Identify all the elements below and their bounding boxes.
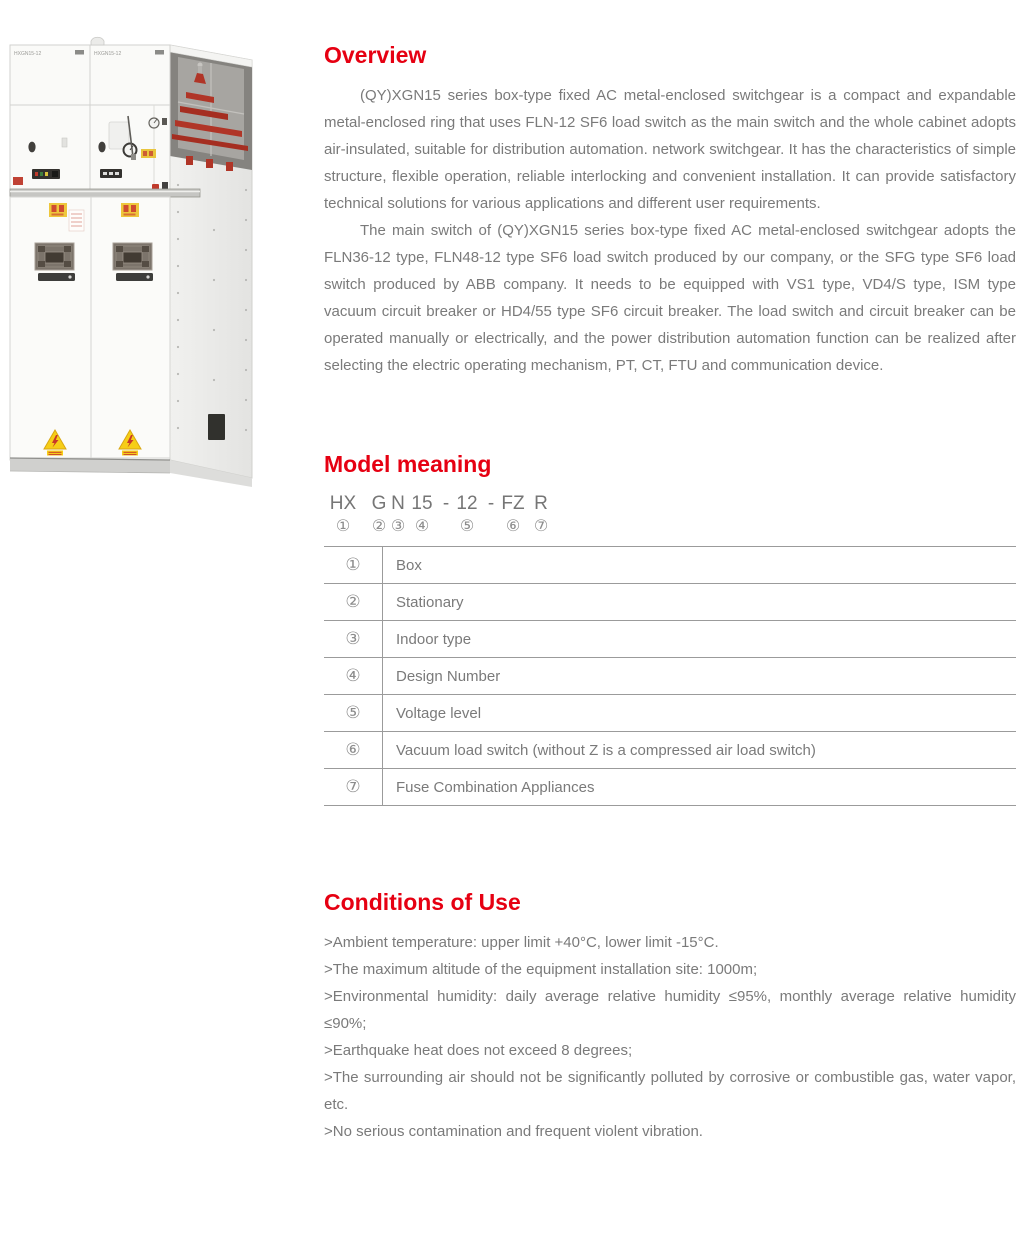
- model-code-segment: [501, 493, 524, 537]
- instruction-sticker: [69, 210, 84, 231]
- front-rail: [10, 189, 200, 197]
- side-vent: [208, 414, 225, 440]
- table-cell-number: ④: [324, 658, 383, 695]
- vent-grille-right: [113, 243, 152, 270]
- table-cell-number: ①: [324, 547, 383, 584]
- table-cell-number: ⑤: [324, 695, 383, 732]
- model-code: [324, 493, 1016, 539]
- table-row: [324, 695, 1016, 732]
- panel-label-right: HXGN15-12: [94, 51, 122, 57]
- content-column: [324, 0, 1016, 1145]
- model-code-text: FZ: [501, 493, 525, 514]
- model-code-text: R: [534, 493, 548, 514]
- warning-label-right: [121, 203, 139, 217]
- model-code-segment: [411, 493, 432, 537]
- door-handle-right: [116, 273, 153, 281]
- table-cell-description: Fuse Combination Appliances: [383, 769, 1017, 806]
- model-code-segment: [330, 493, 356, 537]
- table-cell-number: ⑦: [324, 769, 383, 806]
- vent-grille-left: [35, 243, 74, 270]
- model-meaning-table: [324, 546, 1016, 806]
- table-row: [324, 621, 1016, 658]
- model-code-segment: [534, 493, 548, 537]
- model-code-text: G: [371, 493, 387, 514]
- model-code-text: 15: [411, 493, 433, 514]
- switchgear-cabinet-illustration: [2, 30, 312, 510]
- table-row: [324, 584, 1016, 621]
- table-cell-description: Voltage level: [383, 695, 1017, 732]
- table-cell-number: ③: [324, 621, 383, 658]
- overview-heading: Overview: [324, 42, 427, 68]
- door-knob-left: [28, 142, 35, 153]
- model-code-marker: ⑦: [533, 518, 549, 535]
- model-code-segment: [443, 493, 449, 517]
- panel-label-left: HXGN15-12: [14, 51, 42, 57]
- table-row: [324, 732, 1016, 769]
- door-handle-left: [38, 273, 75, 281]
- overview-paragraph-1: (QY)XGN15 series box-type fixed AC metal-enclosed switchgear is a compact and expandable metal-enclosed ring that uses FLN-12 SF6 load switch as the main switch and the whole cabinet adopts air-insulated, suitable for distribution automation. network switchgear. It has the characteristics of simple structure, flexible operation, reliable interlocking and convenient installation. It can provide satisfactory technical solutions for various applications and different user requirements.: [324, 87, 1016, 212]
- conditions-list: [324, 929, 1016, 1145]
- model-code-text: HX: [329, 493, 357, 514]
- model-code-text: 12: [456, 493, 478, 514]
- table-row: [324, 547, 1016, 584]
- model-code-segment: [391, 493, 405, 537]
- product-photo: [2, 30, 312, 510]
- model-code-text: -: [487, 493, 495, 514]
- model-code-marker: ⑤: [459, 518, 475, 535]
- table-row: [324, 769, 1016, 806]
- busbar-compartment: [170, 45, 252, 171]
- overview-paragraph-2: The main switch of (QY)XGN15 series box-type fixed AC metal-enclosed switchgear adopts the FLN36-12 type, FLN48-12 type SF6 load switch produced by our company, or the SFG type SF6 load switch produced by ABB company. It needs to be equipped with VS1 type, VD4/S type, ISM type vacuum circuit breaker or HD4/55 type SF6 circuit breaker. The load switch and circuit breaker can be operated manually or electrically, and the power distribution automation function can be realized after selecting the electric operating mechanism, PT, CT, FTU and communication device.: [324, 222, 1016, 374]
- table-cell-description: Indoor type: [383, 621, 1017, 658]
- condition-item: >The surrounding air should not be significantly polluted by corrosive or combustible gas, water vapor, etc.: [324, 1069, 1016, 1113]
- warning-label-left: [49, 203, 67, 217]
- table-cell-description: Stationary: [383, 584, 1017, 621]
- model-code-marker: ③: [390, 518, 406, 535]
- model-code-marker: ①: [335, 518, 351, 535]
- model-code-segment: [372, 493, 387, 537]
- model-code-marker: ④: [414, 518, 430, 535]
- red-label: [13, 177, 23, 185]
- model-code-text: N: [391, 493, 405, 514]
- table-row: [324, 658, 1016, 695]
- condition-item: >Environmental humidity: daily average relative humidity ≤95%, monthly average relative humidity ≤90%;: [324, 988, 1016, 1032]
- model-code-segment: [488, 493, 494, 517]
- condition-item: >The maximum altitude of the equipment installation site: 1000m;: [324, 961, 758, 978]
- model-code-marker: ⑥: [505, 518, 521, 535]
- door-knob-right: [98, 142, 105, 153]
- table-cell-description: Box: [383, 547, 1017, 584]
- condition-item: >Earthquake heat does not exceed 8 degrees;: [324, 1042, 633, 1059]
- conditions-heading: Conditions of Use: [324, 889, 521, 915]
- table-cell-description: Vacuum load switch (without Z is a compressed air load switch): [383, 732, 1017, 769]
- table-cell-number: ⑥: [324, 732, 383, 769]
- model-code-marker: ②: [371, 518, 387, 535]
- condition-item: >No serious contamination and frequent violent vibration.: [324, 1123, 703, 1140]
- model-code-text: -: [442, 493, 450, 514]
- lifting-lug: [91, 37, 104, 45]
- condition-item: >Ambient temperature: upper limit +40°C, lower limit -15°C.: [324, 934, 719, 951]
- model-meaning-heading: Model meaning: [324, 451, 492, 477]
- lower-doors: [10, 197, 170, 458]
- table-cell-description: Design Number: [383, 658, 1017, 695]
- table-cell-number: ②: [324, 584, 383, 621]
- model-code-segment: [456, 493, 477, 537]
